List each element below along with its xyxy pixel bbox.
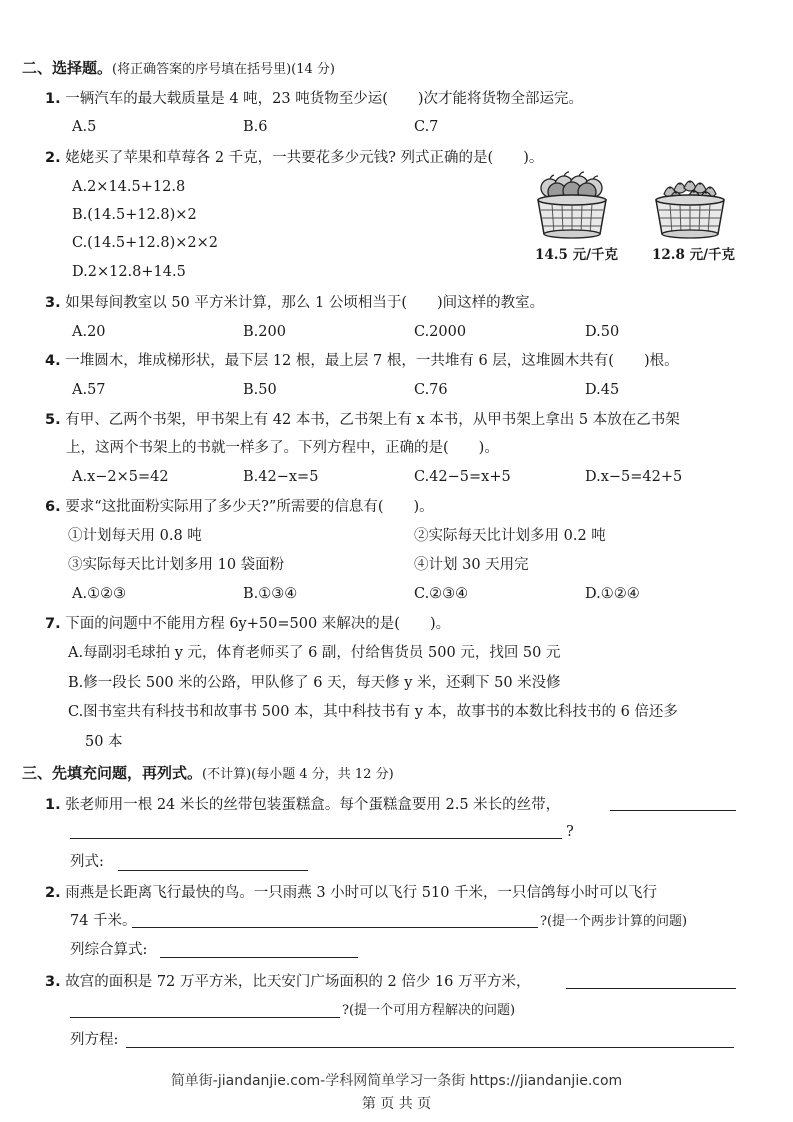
option-b: B.6 <box>243 119 268 135</box>
question-4 <box>45 351 679 371</box>
question-mark: ? <box>566 824 574 840</box>
question-3 <box>45 293 544 313</box>
question-number: 4. <box>45 353 61 369</box>
formula-answer-line[interactable] <box>126 1047 734 1048</box>
hint: ?(提一个两步计算的问题) <box>540 914 688 929</box>
option-c: C.②③④ <box>414 586 469 602</box>
option-a: A.每副羽毛球拍 y 元，体育老师买了 6 副，付给售货员 500 元，找回 50 元 <box>68 645 561 661</box>
question-text: 雨燕是长距离飞行最快的鸟。一只雨燕 3 小时可以飞行 510 千米，一只信鸽每小时可以飞行 <box>65 885 658 901</box>
strawberry-price: 12.8 元/千克 <box>652 247 736 263</box>
option-c: C.76 <box>414 382 448 398</box>
option-c: C.42−5=x+5 <box>414 469 511 485</box>
option-a: A.①②③ <box>72 586 127 602</box>
page-number: 第 页 共 页 <box>361 1096 432 1112</box>
option-d: D.x−5=42+5 <box>585 469 683 485</box>
question-text-end: )。 <box>523 150 544 166</box>
section2-heading <box>22 58 335 80</box>
question-text: 姥姥买了苹果和草莓各 2 千克，一共要花多少元钱? 列式正确的是( <box>65 150 494 166</box>
answer-line[interactable] <box>70 838 562 839</box>
apple-price: 14.5 元/千克 <box>535 247 619 263</box>
question-text-end: )根。 <box>643 353 679 369</box>
answer-line[interactable] <box>610 810 736 811</box>
option-b: B.(14.5+12.8)×2 <box>72 207 197 223</box>
option-b: B.修一段长 500 米的公路，甲队修了 6 天，每天修 y 米，还剩下 50 米没修 <box>68 675 561 691</box>
question-text: 如果每间教室以 50 平方米计算，那么 1 公顷相当于( <box>65 295 407 311</box>
option-b: B.200 <box>243 324 286 340</box>
question-text: 上，这两个书架上的书就一样多了。下列方程中，正确的是( <box>66 440 449 456</box>
question-text: 要求“这批面粉实际用了多少天?”所需要的信息有( <box>65 499 384 515</box>
question-number: 7. <box>45 616 61 632</box>
question-text: 一辆汽车的最大载质量是 4 吨，23 吨货物至少运( <box>65 91 388 107</box>
problem-2 <box>45 883 657 903</box>
info-1: ①计划每天用 0.8 吨 <box>68 528 202 544</box>
question-number: 2. <box>45 150 61 166</box>
problem-2-continued: 74 千米。 <box>70 913 137 929</box>
question-text-end: )。 <box>429 616 451 632</box>
question-text: 故宫的面积是 72 万平方米，比天安门广场面积的 2 倍少 16 万平方米， <box>65 974 531 990</box>
hint: ?(提一个可用方程解决的问题) <box>342 1003 516 1018</box>
answer-line[interactable] <box>132 927 538 928</box>
question-2 <box>45 148 543 168</box>
option-b: B.42−x=5 <box>243 469 319 485</box>
section2-note: (将正确答案的序号填在括号里)(14 分) <box>112 62 335 77</box>
option-c: C.图书室共有科技书和故事书 500 本，其中科技书有 y 本，故事书的本数比科技书的 6 倍还多 <box>68 704 678 720</box>
option-b: B.①③④ <box>243 586 298 602</box>
question-5 <box>45 410 680 430</box>
option-a: A.57 <box>72 382 106 398</box>
question-1 <box>45 89 583 109</box>
question-text-end: )间这样的教室。 <box>437 295 545 311</box>
question-number: 3. <box>45 295 61 311</box>
question-number: 2. <box>45 885 61 901</box>
formula-label: 列综合算式: <box>70 942 148 958</box>
question-6 <box>45 497 434 517</box>
apple-basket-image <box>532 170 612 242</box>
option-a: A.2×14.5+12.8 <box>72 179 186 195</box>
formula-answer-line[interactable] <box>118 870 308 871</box>
option-a: A.5 <box>72 119 97 135</box>
question-text: 一堆圆木，堆成梯形状，最下层 12 根，最上层 7 根，一共堆有 6 层，这堆圆木共有( <box>65 353 614 369</box>
option-d: D.50 <box>585 324 620 340</box>
formula-label: 列方程: <box>70 1032 119 1048</box>
question-7 <box>45 614 450 634</box>
section3-heading <box>22 763 394 785</box>
question-text-end: )。 <box>478 440 499 456</box>
problem-3 <box>45 972 531 992</box>
option-c: C.(14.5+12.8)×2×2 <box>72 235 218 251</box>
option-c-continued: 50 本 <box>85 734 123 750</box>
info-2: ②实际每天比计划多用 0.2 吨 <box>414 528 606 544</box>
footer-source: 简单街-jiandanjie.com-学科网简单学习一条街 https://jiandanjie.com <box>170 1073 623 1089</box>
question-text: 有甲、乙两个书架，甲书架上有 42 本书，乙书架上有 x 本书，从甲书架上拿出 5 本放在乙书架 <box>65 412 680 428</box>
question-number: 3. <box>45 974 61 990</box>
question-text-end: )次才能将货物全部运完。 <box>417 91 584 107</box>
question-text: 下面的问题中不能用方程 6y+50=500 来解决的是( <box>65 616 400 632</box>
formula-label: 列式: <box>70 854 104 870</box>
option-d: D.45 <box>585 382 620 398</box>
question-number: 1. <box>45 797 61 813</box>
option-a: A.20 <box>72 324 106 340</box>
question-5-continued <box>66 438 499 458</box>
strawberry-basket-image <box>650 170 730 242</box>
option-c: C.7 <box>414 119 439 135</box>
option-c: C.2000 <box>414 324 467 340</box>
section3-note: (不计算)(每小题 4 分，共 12 分) <box>202 767 394 782</box>
info-4: ④计划 30 天用完 <box>414 557 529 573</box>
answer-line[interactable] <box>566 988 736 989</box>
option-d: D.①②④ <box>585 586 640 602</box>
problem-1 <box>45 795 560 815</box>
section2-title: 二、选择题。 <box>22 59 113 77</box>
question-text-end: )。 <box>413 499 434 515</box>
formula-answer-line[interactable] <box>160 957 358 958</box>
question-text: 张老师用一根 24 米长的丝带包装蛋糕盒。每个蛋糕盒要用 2.5 米长的丝带， <box>65 797 561 813</box>
question-number: 1. <box>45 91 61 107</box>
answer-line[interactable] <box>70 1017 340 1018</box>
section3-title: 三、先填充问题，再列式。 <box>22 764 203 782</box>
info-3: ③实际每天比计划多用 10 袋面粉 <box>68 557 285 573</box>
option-b: B.50 <box>243 382 277 398</box>
option-a: A.x−2×5=42 <box>72 469 169 485</box>
option-d: D.2×12.8+14.5 <box>72 264 186 280</box>
question-number: 5. <box>45 412 61 428</box>
question-number: 6. <box>45 499 61 515</box>
